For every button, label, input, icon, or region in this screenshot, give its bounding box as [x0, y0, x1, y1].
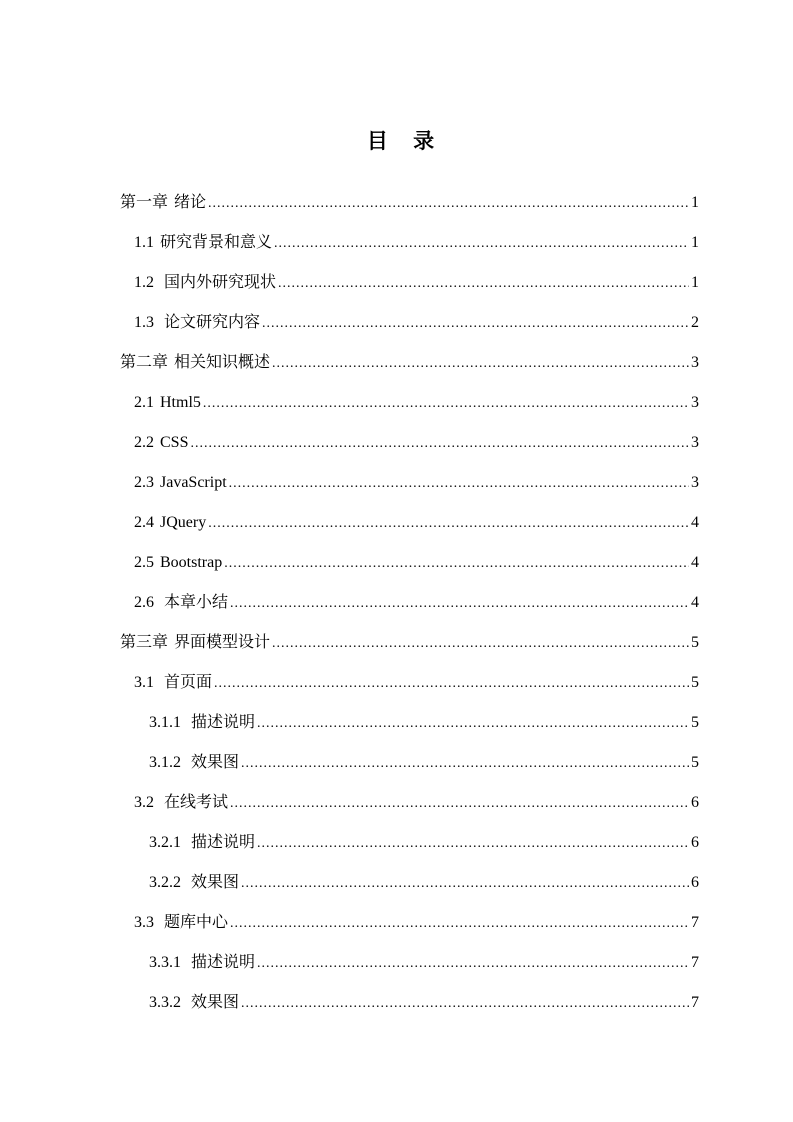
toc-entry-text: Bootstrap — [160, 554, 223, 571]
toc-entry-number: 2.6 — [134, 594, 158, 611]
toc-entry[interactable] — [120, 465, 699, 505]
toc-entry-label — [134, 425, 188, 461]
toc-entry-number: 第二章 — [120, 354, 169, 371]
toc-entry-number: 1.2 — [134, 274, 158, 291]
dot-leader — [262, 306, 689, 342]
toc-entry-page-number: 4 — [691, 554, 699, 571]
toc-entry-page-number: 4 — [691, 594, 699, 611]
dot-leader — [272, 626, 689, 662]
dot-leader — [208, 186, 689, 222]
toc-entry-number: 第一章 — [120, 194, 169, 211]
toc-entry-page-number: 5 — [691, 674, 699, 691]
toc-entry-number: 3.1 — [134, 674, 158, 691]
toc-entry[interactable] — [120, 745, 699, 785]
toc-entry-number: 3.3 — [134, 914, 158, 931]
toc-entry[interactable] — [120, 865, 699, 905]
dot-leader — [257, 706, 689, 742]
toc-entry-label — [134, 225, 272, 261]
toc-entry-text: 绪论 — [174, 194, 207, 211]
dot-leader — [257, 946, 689, 982]
toc-entry-number: 2.2 — [134, 434, 154, 451]
toc-entry-page-number: 6 — [691, 874, 699, 891]
toc-entry[interactable] — [120, 665, 699, 705]
toc-entry-number: 2.4 — [134, 514, 154, 531]
toc-entry-page-number: 3 — [691, 354, 699, 371]
toc-entry[interactable] — [120, 625, 699, 665]
toc-entry[interactable] — [120, 385, 699, 425]
toc-entry-number: 3.2 — [134, 794, 158, 811]
toc-entry-label — [149, 945, 255, 981]
toc-entry-label — [120, 625, 270, 661]
dot-leader — [214, 666, 689, 702]
toc-entry-text: 研究背景和意义 — [160, 234, 273, 251]
toc-entry-text: 本章小结 — [164, 594, 229, 611]
toc-title: 目 录 — [366, 129, 445, 153]
toc-entry-label — [134, 385, 201, 421]
dot-leader — [224, 546, 689, 582]
toc-entry[interactable] — [120, 785, 699, 825]
toc-entry-label — [134, 265, 276, 301]
toc-entry[interactable] — [120, 345, 699, 385]
toc-entry-label — [149, 825, 255, 861]
toc-entry-page-number: 4 — [691, 514, 699, 531]
toc-entry-text: 题库中心 — [164, 914, 229, 931]
toc-entry-label — [134, 785, 228, 821]
toc-entry-number: 1.3 — [134, 314, 158, 331]
toc-entry[interactable] — [120, 225, 699, 265]
toc-entry-page-number: 3 — [691, 394, 699, 411]
toc-entry-label — [149, 705, 255, 741]
toc-entry-number: 3.3.2 — [149, 994, 185, 1011]
toc-entry-page-number: 1 — [691, 194, 699, 211]
toc-entry[interactable] — [120, 705, 699, 745]
toc-entry[interactable] — [120, 985, 699, 1025]
toc-entry[interactable] — [120, 945, 699, 985]
dot-leader — [241, 866, 689, 902]
toc-entry-page-number: 6 — [691, 794, 699, 811]
toc-entry-text: 论文研究内容 — [164, 314, 261, 331]
toc-entry[interactable] — [120, 305, 699, 345]
toc-entry[interactable] — [120, 505, 699, 545]
toc-entry-page-number: 6 — [691, 834, 699, 851]
toc-entry-text: 描述说明 — [191, 954, 256, 971]
toc-entry-text: Html5 — [160, 394, 201, 411]
toc-entry-number: 3.1.1 — [149, 714, 185, 731]
toc-entry-label — [134, 585, 228, 621]
toc-entry[interactable] — [120, 265, 699, 305]
toc-entry-text: 效果图 — [191, 874, 240, 891]
dot-leader — [274, 226, 689, 262]
toc-entry-label — [120, 185, 206, 221]
toc-entry[interactable] — [120, 545, 699, 585]
toc-entry-number: 3.2.2 — [149, 874, 185, 891]
toc-entry-number: 3.3.1 — [149, 954, 185, 971]
toc-entry-text: 描述说明 — [191, 834, 256, 851]
toc-entry-label — [134, 305, 260, 341]
toc-entry-label — [120, 345, 270, 381]
toc-entry-label — [134, 905, 228, 941]
toc-entry-number: 1.1 — [134, 234, 154, 251]
toc-entry-page-number: 5 — [691, 714, 699, 731]
toc-entry-page-number: 7 — [691, 994, 699, 1011]
toc-list — [120, 185, 699, 1025]
toc-entry-text: CSS — [160, 434, 189, 451]
toc-entry-page-number: 5 — [691, 634, 699, 651]
toc-entry-page-number: 3 — [691, 434, 699, 451]
toc-entry-label — [149, 745, 239, 781]
dot-leader — [272, 346, 689, 382]
toc-entry[interactable] — [120, 905, 699, 945]
toc-entry-number: 2.5 — [134, 554, 154, 571]
dot-leader — [230, 906, 689, 942]
toc-entry-text: 相关知识概述 — [174, 354, 271, 371]
toc-entry[interactable] — [120, 825, 699, 865]
toc-entry[interactable] — [120, 425, 699, 465]
toc-entry-number: 第三章 — [120, 634, 169, 651]
toc-entry-label — [134, 545, 222, 581]
toc-entry-text: JQuery — [160, 514, 207, 531]
dot-leader — [208, 506, 689, 542]
toc-entry-number: 3.2.1 — [149, 834, 185, 851]
toc-entry-page-number: 5 — [691, 754, 699, 771]
toc-entry-page-number: 3 — [691, 474, 699, 491]
toc-entry-text: 界面模型设计 — [174, 634, 271, 651]
toc-entry-page-number: 2 — [691, 314, 699, 331]
toc-entry-text: 效果图 — [191, 754, 240, 771]
toc-entry[interactable] — [120, 185, 699, 225]
dot-leader — [190, 426, 689, 462]
toc-entry-text: JavaScript — [160, 474, 227, 491]
toc-entry-text: 描述说明 — [191, 714, 256, 731]
toc-entry-page-number: 7 — [691, 914, 699, 931]
toc-entry-label — [149, 985, 239, 1021]
toc-entry-text: 首页面 — [164, 674, 213, 691]
dot-leader — [230, 786, 689, 822]
dot-leader — [229, 466, 689, 502]
toc-entry-page-number: 7 — [691, 954, 699, 971]
toc-entry-text: 在线考试 — [164, 794, 229, 811]
toc-entry-label — [134, 465, 227, 501]
toc-entry-label — [134, 505, 206, 541]
toc-entry-page-number: 1 — [691, 274, 699, 291]
dot-leader — [230, 586, 689, 622]
toc-entry-number: 2.1 — [134, 394, 154, 411]
dot-leader — [203, 386, 689, 422]
dot-leader — [278, 266, 689, 302]
toc-entry[interactable] — [120, 585, 699, 625]
dot-leader — [241, 986, 689, 1022]
toc-entry-text: 国内外研究现状 — [164, 274, 277, 291]
dot-leader — [257, 826, 689, 862]
toc-entry-label — [134, 665, 212, 701]
toc-entry-label — [149, 865, 239, 901]
dot-leader — [241, 746, 689, 782]
toc-entry-number: 2.3 — [134, 474, 154, 491]
toc-entry-number: 3.1.2 — [149, 754, 185, 771]
toc-entry-text: 效果图 — [191, 994, 240, 1011]
toc-entry-page-number: 1 — [691, 234, 699, 251]
